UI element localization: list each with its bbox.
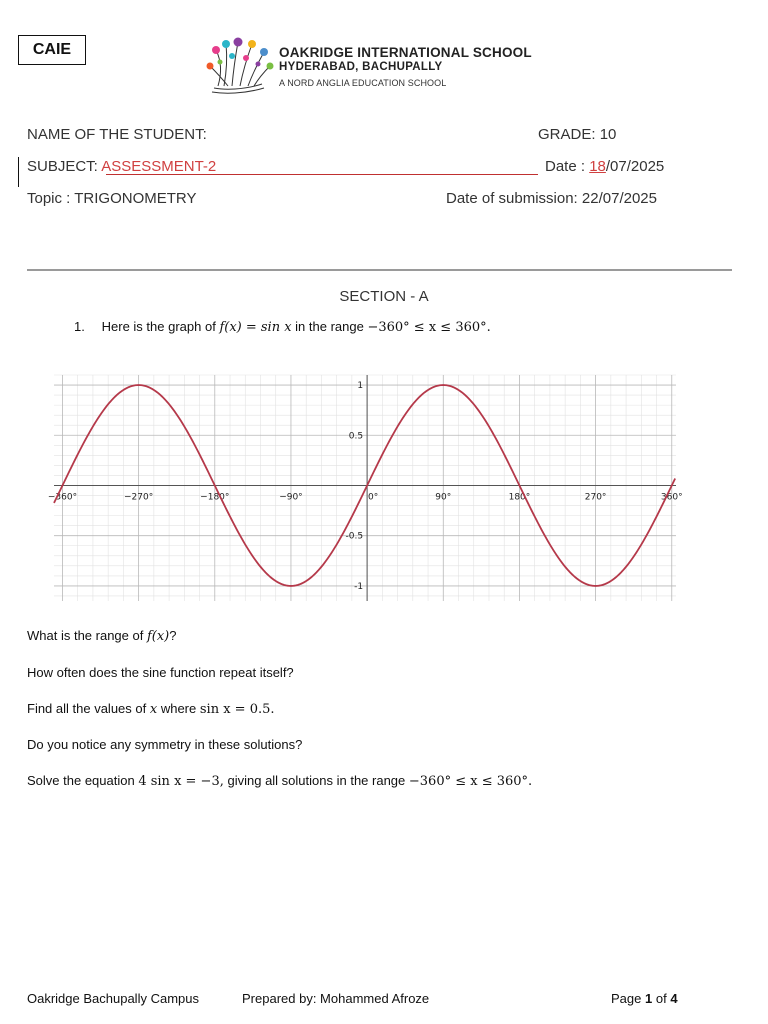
question-find-values: [27, 701, 275, 717]
date-day: 18: [589, 158, 606, 175]
question-solve-equation: [27, 773, 532, 789]
question-text: Here is the graph of: [101, 319, 216, 334]
x-tick-label: 270°: [584, 492, 607, 503]
page-number: [611, 991, 678, 1006]
question-math-2: −360° ≤ x ≤ 360°.: [408, 774, 533, 789]
student-name-label: NAME OF THE STUDENT:: [27, 126, 207, 143]
question-symmetry: [27, 737, 302, 752]
question-math-2: sin x = 0.5.: [199, 702, 275, 717]
submission-field: [446, 190, 657, 207]
footer-prepared-by: Prepared by: Mohammed Afroze: [242, 991, 430, 1006]
x-tick-label: −270°: [124, 492, 154, 503]
question-text: Solve the equation: [27, 773, 135, 788]
question-1: [74, 319, 491, 335]
footer-campus: Oakridge Bachupally Campus: [27, 991, 199, 1006]
question-text-mid: where: [160, 701, 197, 716]
graph-tick-labels: [48, 381, 683, 592]
subject-field: [27, 158, 216, 175]
question-number: 1.: [74, 319, 85, 334]
school-name: OAKRIDGE INTERNATIONAL SCHOOL: [279, 45, 532, 60]
question-text-mid: giving all solutions in the range: [227, 773, 406, 788]
question-period: [27, 665, 294, 680]
question-text-mid: in the range: [295, 319, 364, 334]
x-tick-label: 0°: [367, 492, 379, 503]
question-math: x: [149, 702, 158, 717]
grade-value: 10: [599, 126, 617, 143]
question-text: Do you notice any symmetry in these solutions?: [27, 737, 303, 752]
page-total: 4: [670, 991, 678, 1006]
x-tick-label: 180°: [508, 492, 531, 503]
y-tick-label: 1: [357, 381, 364, 392]
subject-underline: [106, 174, 538, 175]
x-tick-label: −90°: [279, 492, 303, 503]
question-range: [27, 628, 177, 644]
date-label: Date :: [545, 158, 586, 175]
question-math: 4 sin x = −3,: [138, 774, 224, 789]
x-tick-label: −360°: [47, 492, 78, 503]
submission-label: Date of submission:: [446, 190, 578, 207]
page-of: of: [655, 991, 667, 1006]
school-logo-icon: [204, 36, 276, 98]
subject-label: SUBJECT:: [27, 158, 98, 175]
question-range: −360° ≤ x ≤ 360°.: [367, 320, 491, 335]
y-tick-label: -1: [354, 581, 364, 592]
x-tick-label: 360°: [660, 492, 683, 503]
text-cursor: [18, 157, 19, 187]
question-text: What is the range of: [27, 628, 144, 643]
question-text: How often does the sine function repeat itself?: [27, 665, 294, 680]
school-tagline: A NORD ANGLIA EDUCATION SCHOOL: [279, 78, 447, 88]
date-field: [545, 158, 664, 175]
question-function: f(x) = sin x: [219, 320, 292, 335]
grade-label: GRADE:: [538, 126, 596, 143]
y-tick-label: -0.5: [345, 531, 364, 542]
page-label: Page: [611, 991, 642, 1006]
topic-label: Topic :: [27, 190, 71, 207]
section-title: SECTION - A: [339, 288, 429, 305]
topic-field: [27, 190, 197, 207]
y-tick-label: 0.5: [348, 431, 364, 442]
horizontal-rule: [27, 269, 732, 271]
question-text: Find all the values of: [27, 701, 147, 716]
board-label: CAIE: [18, 35, 86, 65]
sine-graph: [47, 375, 683, 601]
subject-value: ASSESSMENT-2: [101, 158, 217, 175]
question-math: f(x): [146, 629, 170, 644]
date-rest: /07/2025: [605, 158, 665, 175]
page-current: 1: [645, 991, 653, 1006]
x-tick-label: 90°: [435, 492, 452, 503]
submission-value: 22/07/2025: [581, 190, 657, 207]
grade-field: [538, 126, 616, 143]
school-city: HYDERABAD, BACHUPALLY: [279, 61, 443, 73]
x-tick-label: −180°: [200, 492, 230, 503]
question-text-end: ?: [169, 628, 177, 643]
topic-value: TRIGONOMETRY: [74, 190, 197, 207]
